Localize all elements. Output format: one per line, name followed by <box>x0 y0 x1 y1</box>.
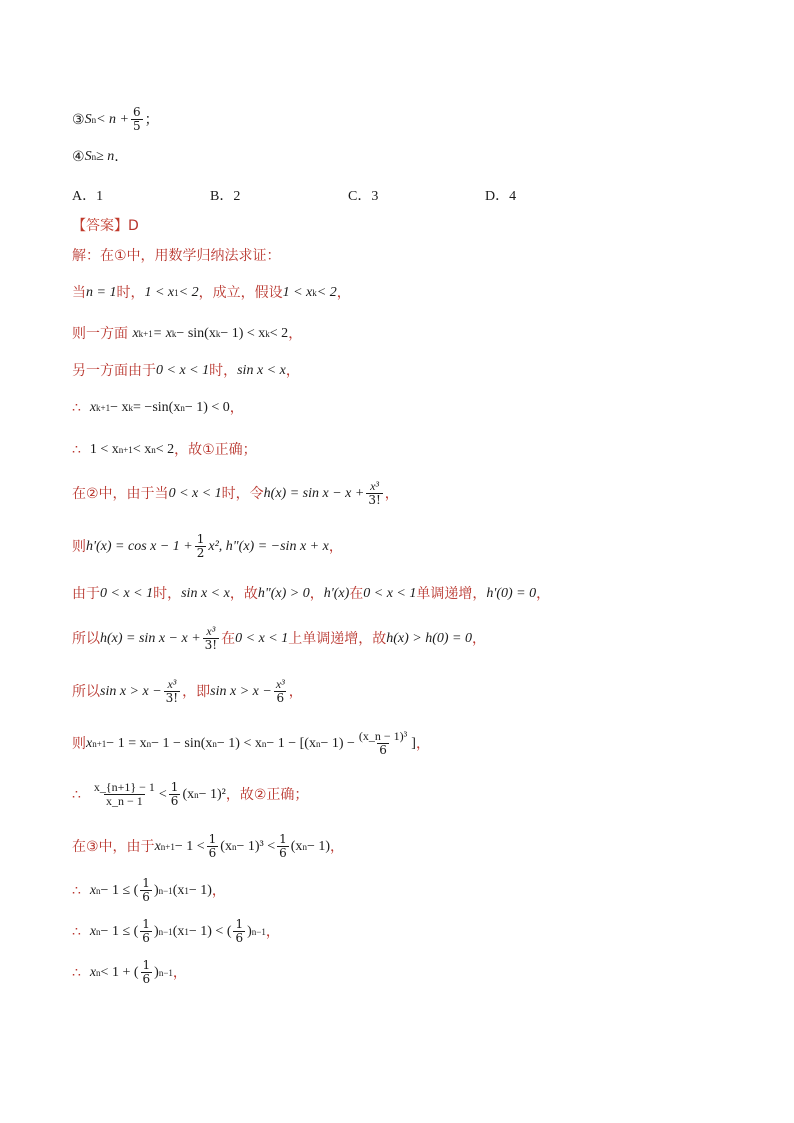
item-4: ④ S n ≥ n . <box>72 149 119 165</box>
fraction: $\frac{\text{x³}}{6}$ <box>275 677 285 705</box>
fraction: $\frac{1}{2}$ <box>196 532 205 560</box>
fraction: $\frac{1}{6}$ <box>142 958 151 986</box>
solution-line-15: ∴ x n − 1 ≤ ( $\frac{1}{6}$ ) n−1 (x 1 − 1) ， <box>72 876 226 904</box>
solution-line-5: ∴ x k+1 − x k = −sin(x n − 1) < 0 ， <box>72 400 244 416</box>
solution-line-1: 解：在①中，用数学归纳法求证： <box>72 248 281 264</box>
solution-line-4: 另一方面由于 0 < x < 1 时， sin x < x ， <box>72 363 300 379</box>
item-4-marker: ④ <box>72 149 85 165</box>
option-d: D．4 <box>485 189 517 204</box>
solution-line-2: 当 n = 1 时， 1 < x 1 < 2 ，成立，假设 1 < x k < 2 ， <box>72 285 351 301</box>
fraction: $\frac{1}{6}$ <box>208 832 217 860</box>
fraction: $\frac{1}{6}$ <box>142 876 150 904</box>
solution-line-6: ∴ 1 < x n+1 < x n < 2 ，故①正确； <box>72 442 257 458</box>
solution-line-10: 所以 h(x) = sin x − x + $\frac{\text{x³}}{3!}$ 在 0 < x < 1 上单调递增，故 h(x) > h(0) = 0 ， <box>72 624 486 652</box>
solution-line-7: 在②中，由于当 0 < x < 1 时，令 h(x) = sin x − x + $\frac{\text{x³}}{3!}$ ， <box>72 479 399 507</box>
solution-line-8: 则 h'(x) = cos x − 1 + $\frac{1}{2}$ x², h"(x) = −sin x + x ， <box>72 532 343 560</box>
answer-line <box>72 216 139 236</box>
fraction: $\frac{\text{x³}}{3!}$ <box>368 479 381 507</box>
item-3-marker: ③ <box>72 111 85 128</box>
solution-line-17: ∴ x n < 1 + ( $\frac{1}{6}$ ) n−1 ， <box>72 958 187 986</box>
fraction: $\frac{x\_\{n+1\} - 1}{x\_n - 1}$ <box>93 780 155 808</box>
solution-line-11: 所以 sin x > x − $\frac{\text{x³}}{3!}$ ，即 sin x > x − $\frac{\text{x³}}{6}$ ， <box>72 677 303 705</box>
answer-label: 【答案】 <box>72 218 128 234</box>
answer-value: D <box>128 218 139 234</box>
fraction: $\frac{\text{x³}}{3!}$ <box>204 624 218 652</box>
option-b: B．2 <box>210 189 241 204</box>
item-3: ③ S n < n + $\frac{6}{5}$ ； <box>72 105 159 133</box>
solution-line-9: 由于 0 < x < 1 时， sin x < x ，故 h"(x) > 0 ， h'(x) 在 0 < x < 1 单调递增， h'(0) = 0 ， <box>72 586 551 602</box>
solution-line-14: 在③中，由于 x n+1 − 1 < $\frac{1}{6}$ (x n − 1)³ < $\frac{1}{6}$ (x n − 1) ， <box>72 832 344 860</box>
fraction: $\frac{1}{6}$ <box>279 832 287 860</box>
fraction: $\frac{1}{6}$ <box>142 917 150 945</box>
option-c: C．3 <box>348 189 379 204</box>
solution-line-16: ∴ x n − 1 ≤ ( $\frac{1}{6}$ ) n−1 (x 1 − 1) < ( $\frac{1}{6}$ ) n−1 ， <box>72 917 280 945</box>
fraction: $\frac{\text{(x\_n − 1)³}}{6}$ <box>358 729 408 757</box>
solution-line-12: 则 x n+1 − 1 = x n − 1 − sin(x n − 1) < x n − 1 − [(x n − 1) − $\frac{\text{(x\_n − 1)³}}{6}$ ] ， <box>72 729 430 757</box>
fraction: $\frac{\text{x³}}{3!}$ <box>165 677 179 705</box>
fraction: $\frac{1}{6}$ <box>235 917 244 945</box>
solution-line-3: 则一方面 x k+1 = x k − sin(x k − 1) < x k < 2 ， <box>72 326 303 342</box>
solution-line-13: ∴ $\frac{x\_\{n+1\} - 1}{x\_n - 1}$ < $\frac{1}{6}$ (x n − 1)² ，故②正确； <box>72 780 309 808</box>
fraction: $\frac{6}{5}$ <box>132 105 141 133</box>
option-a: A．1 <box>72 189 104 204</box>
fraction: $\frac{1}{6}$ <box>170 780 179 808</box>
